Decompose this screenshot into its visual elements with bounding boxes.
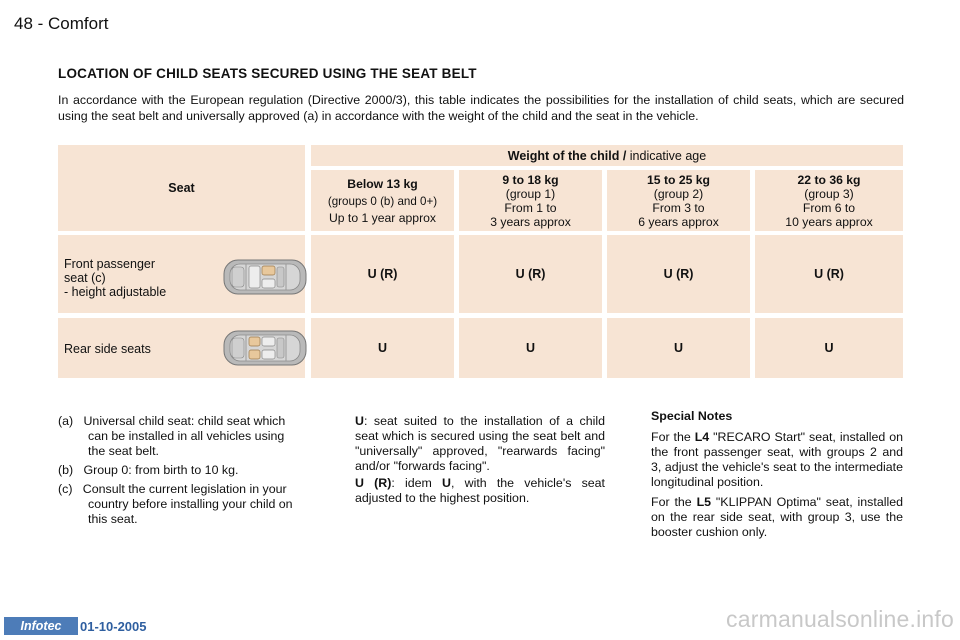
note-text: "KLIPPAN Optima" seat, installed on the rear side seat, with group 3, use the booster cushion only. [651,495,903,539]
cell-value: U [824,341,834,355]
cell-value: U (R) [367,267,398,281]
column-header-22-36kg [755,170,903,231]
column-group: (group 3) [804,186,854,201]
seat-header-label: Seat [168,181,195,195]
column-age-from: From 1 to [504,200,557,215]
row-label-line: Rear side seats [64,342,151,356]
footnote-c [58,482,303,527]
cell-value: U [525,341,536,355]
column-group: (group 1) [505,186,556,201]
column-age-from: From 3 to [652,200,705,215]
legend-key-inline: U [442,476,451,490]
row-header-front-passenger [58,235,305,313]
value-cell [607,318,750,378]
weight-header-rest: indicative age [626,148,707,163]
footnote-a [58,414,303,459]
note-key: L5 [696,495,712,509]
weight-header [311,145,903,166]
cell-value: U [377,341,388,355]
footnote-b [58,463,303,478]
intro-paragraph: In accordance with the European regulation (Directive 2000/3), this table indicates the possibilities for the installation of child seats, which are secured using the seat belt and universally approved (a) in accordance with the weight of the child and the seat in the vehicle. [58,93,904,123]
watermark: carmanualsonline.info [726,606,954,632]
special-note-l5 [651,495,903,540]
legend-key: U [355,414,364,428]
column-title: 15 to 25 kg [647,172,710,187]
column-header-15-25kg [607,170,750,231]
note-text: For the [651,430,695,444]
value-cell [755,318,903,378]
row-label-line: seat (c) [64,271,106,285]
special-notes-title: Special Notes [651,409,733,423]
value-cell [459,235,602,313]
footnotes [58,414,303,531]
legend-text: , with the vehicle's seat adjusted to the highest position. [355,476,605,505]
column-age: 3 years approx [490,214,571,229]
note-text: "RECARO Start" seat, installed on the front passenger seat, with groups 2 and 3, adjust the vehicle's seat to the intermediate longitudinal position. [651,430,904,489]
column-age-from: From 6 to [802,200,856,215]
row-label-line: Front passenger [64,257,156,271]
legend-notes [355,414,605,506]
footer-date: 01-10-2005 [80,619,147,634]
special-notes [651,409,903,540]
legend-u [355,414,605,474]
value-cell [311,318,454,378]
section-title: LOCATION OF CHILD SEATS SECURED USING THE SEAT BELT [58,66,477,81]
column-title: 22 to 36 kg [797,172,861,187]
cell-value: U (R) [663,267,694,281]
page-title: 48 - Comfort [14,14,109,33]
column-header-9-18kg [459,170,602,231]
cell-value: U (R) [515,267,546,281]
column-group: (group 2) [653,186,704,201]
cell-value: U [673,341,684,355]
column-header-below-13kg [311,170,454,231]
cell-value: U (R) [814,267,844,281]
seat-column-header [58,145,305,231]
special-note-l4 [651,430,903,490]
weight-header-bold: Weight of the child / [507,148,627,163]
column-group: (groups 0 (b) and 0+) [327,194,438,208]
column-age: 6 years approx [638,214,719,229]
car-rear-seats-highlighted-icon [222,328,308,368]
legend-text: : seat suited to the installation of a child seat which is secured using the seat belt and "universally" approved, "rearwards facing" and/or "forwards facing". [355,414,605,473]
column-title: Below 13 kg [347,176,418,191]
footnote-text: Group 0: from birth to 10 kg. [83,463,239,477]
value-cell [755,235,903,313]
legend-key: U (R) [355,476,392,490]
column-title: 9 to 18 kg [502,172,559,187]
legend-text: : idem [391,476,443,490]
note-key: L4 [694,430,710,444]
column-age: Up to 1 year approx [328,210,437,225]
column-age: 10 years approx [785,214,873,229]
footnote-marker: (a) [58,414,74,428]
footnote-text: Consult the current legislation in your country before installing your child on this seat. [82,482,293,526]
note-text: For the [651,495,697,509]
row-label-line: - height adjustable [64,285,167,299]
footnote-marker: (c) [58,482,73,496]
legend-ur [355,476,605,506]
footnote-marker: (b) [58,463,74,477]
value-cell [311,235,454,313]
value-cell [607,235,750,313]
row-header-rear-side-seats [58,318,305,378]
value-cell [459,318,602,378]
footnote-text: Universal child seat: child seat which can be installed in all vehicles using the seat belt. [83,414,286,458]
infotec-logo: Infotec [4,617,78,635]
car-front-seat-highlighted-icon [222,257,308,297]
